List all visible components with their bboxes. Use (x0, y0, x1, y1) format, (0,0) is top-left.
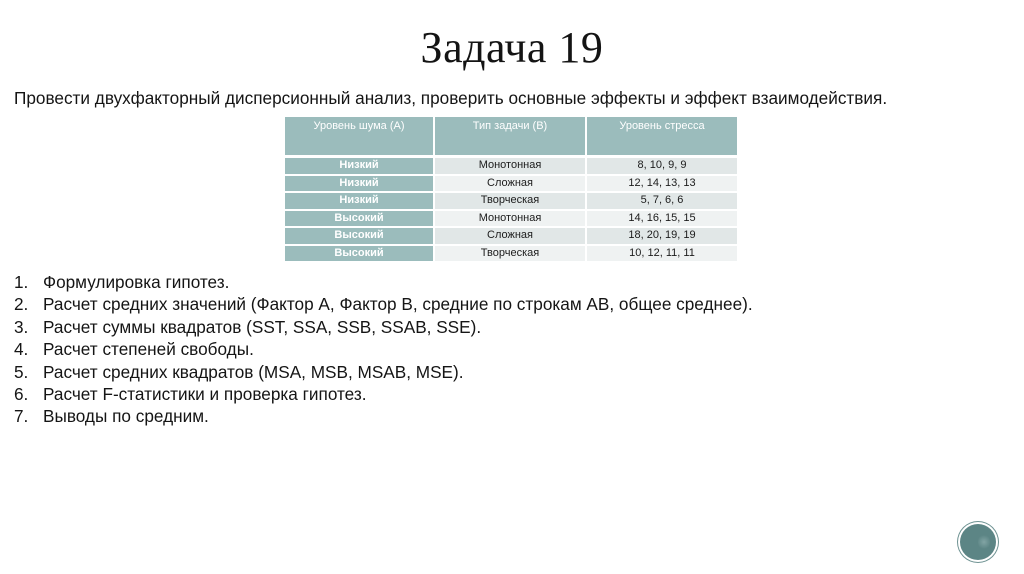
list-number: 2. (14, 294, 29, 315)
list-text: Расчет степеней свободы. (43, 339, 254, 360)
list-item (14, 383, 753, 405)
list-text: Расчет F-статистики и проверка гипотез. (43, 384, 367, 405)
cell-noise: Низкий (285, 176, 435, 194)
cell-stress: 10, 12, 11, 11 (587, 246, 737, 264)
cell-noise: Низкий (285, 193, 435, 211)
table-row (285, 228, 737, 246)
cell-noise: Высокий (285, 228, 435, 246)
list-text: Выводы по средним. (43, 406, 209, 427)
list-number: 4. (14, 339, 29, 360)
header-task-type: Тип задачи (B) (435, 117, 587, 158)
list-text: Расчет средних значений (Фактор А, Фактор В, средние по строкам АВ, общее среднее). (43, 294, 753, 315)
data-table (285, 117, 737, 263)
table-row (285, 158, 737, 176)
list-item (14, 293, 753, 315)
cell-task-type: Сложная (435, 228, 587, 246)
cell-task-type: Монотонная (435, 211, 587, 229)
cell-task-type: Монотонная (435, 158, 587, 176)
cell-task-type: Сложная (435, 176, 587, 194)
cell-noise: Высокий (285, 211, 435, 229)
slide-title: Задача 19 (420, 23, 604, 72)
cell-task-type: Творческая (435, 193, 587, 211)
slide-nav-circle-icon[interactable] (960, 524, 996, 560)
table-row (285, 246, 737, 264)
list-number: 7. (14, 406, 29, 427)
table-row (285, 193, 737, 211)
list-item (14, 405, 753, 427)
cell-stress: 8, 10, 9, 9 (587, 158, 737, 176)
list-item (14, 316, 753, 338)
cell-stress: 12, 14, 13, 13 (587, 176, 737, 194)
list-text: Формулировка гипотез. (43, 272, 230, 292)
list-text: Расчет суммы квадратов (SST, SSA, SSB, SSAB, SSE). (43, 316, 482, 337)
table-row (285, 211, 737, 229)
cell-stress: 14, 16, 15, 15 (587, 211, 737, 229)
list-number: 6. (14, 384, 29, 405)
cell-task-type: Творческая (435, 246, 587, 264)
steps-list (14, 271, 753, 428)
list-item (14, 338, 753, 360)
cell-noise: Низкий (285, 158, 435, 176)
list-number: 1. (14, 272, 29, 292)
list-text: Расчет средних квадратов (MSA, MSB, MSAB, MSE). (43, 361, 464, 382)
table-header-row (285, 117, 737, 158)
cell-stress: 18, 20, 19, 19 (587, 228, 737, 246)
header-noise-level: Уровень шума (А) (285, 117, 435, 158)
list-item (14, 361, 753, 383)
cell-noise: Высокий (285, 246, 435, 264)
task-description: Провести двухфакторный дисперсионный анализ, проверить основные эффекты и эффект взаимодействия. (14, 88, 888, 108)
cell-stress: 5, 7, 6, 6 (587, 193, 737, 211)
header-stress-level: Уровень стресса (587, 117, 737, 158)
list-number: 3. (14, 316, 29, 337)
list-item (14, 271, 753, 293)
table-row (285, 176, 737, 194)
list-number: 5. (14, 361, 29, 382)
